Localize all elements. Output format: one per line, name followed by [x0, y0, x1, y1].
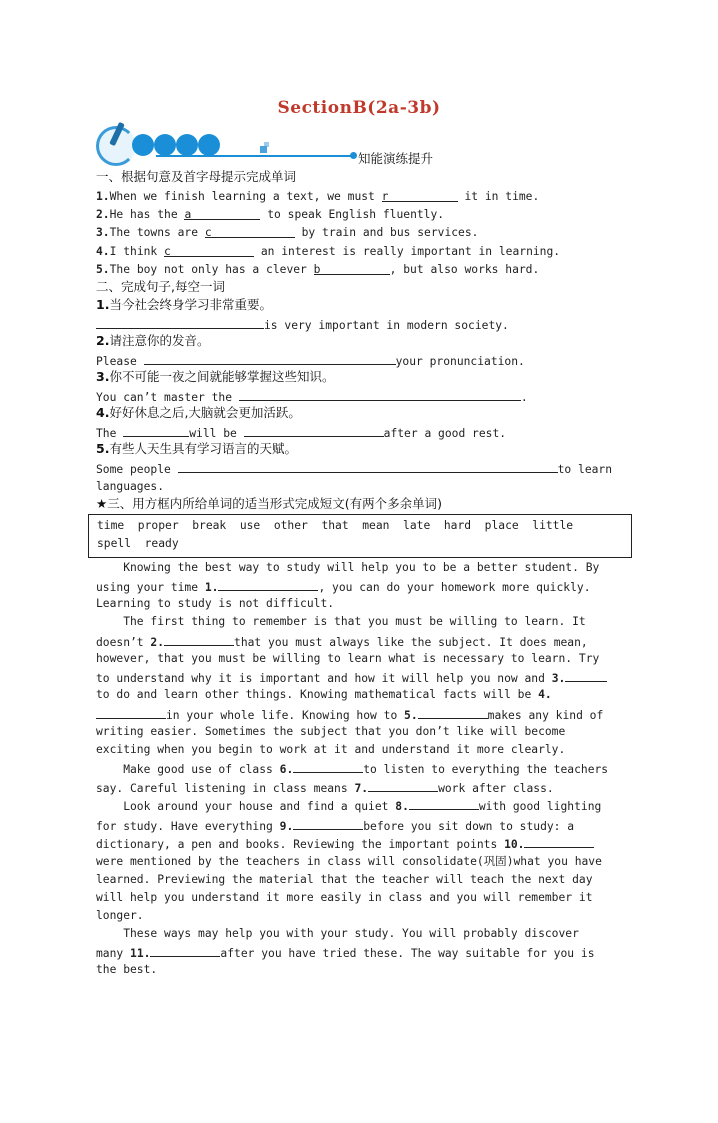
part2-item-chinese	[96, 334, 209, 348]
english-sentence: to learn	[557, 463, 613, 476]
answer-blank[interactable]	[184, 208, 260, 220]
passage-text: after you have tried these. The way suitable for you is	[220, 947, 595, 960]
item-number: 3.	[96, 369, 110, 384]
hint-letter: a	[184, 208, 192, 221]
passage-text: dictionary, a pen and books. Reviewing the important points	[96, 838, 505, 851]
answer-blank[interactable]	[239, 389, 521, 401]
passage-text: Make good use of class	[96, 763, 280, 776]
passage-text: 巩固	[483, 854, 507, 868]
passage-text: before you sit down to study: a	[363, 820, 575, 833]
english-sentence: Please	[96, 355, 144, 368]
part2-item-english	[96, 425, 506, 441]
hint-letter: r	[381, 190, 389, 203]
answer-blank[interactable]	[205, 226, 295, 238]
passage-text: to do and learn other things. Knowing mathematical facts will be	[96, 688, 539, 701]
blank-number: 2.	[150, 636, 165, 649]
banner-dot-icon	[154, 134, 176, 156]
answer-blank[interactable]	[244, 425, 384, 437]
part3-heading: ★三、用方框内所给单词的适当形式完成短文(有两个多余单词)	[96, 496, 442, 511]
passage-text: in your whole life. Knowing how to	[166, 709, 405, 722]
answer-blank[interactable]	[293, 818, 363, 830]
chinese-sentence: 好好休息之后,大脑就会更加活跃。	[109, 405, 301, 420]
answer-blank[interactable]	[409, 798, 479, 810]
passage-line: will help you understand it more easily in class and you will remember it	[96, 891, 593, 904]
blank-number: 3.	[551, 672, 566, 685]
answer-blank[interactable]	[218, 579, 318, 591]
passage-line	[96, 761, 608, 777]
passage-text: that you must always like the subject. It does mean,	[234, 636, 588, 649]
item-text: , but also works hard.	[389, 263, 540, 276]
item-number: 4.	[96, 245, 110, 258]
passage-line	[96, 798, 601, 814]
passage-line: The first thing to remember is that you must be willing to learn. It	[96, 615, 586, 628]
blank-number: 11.	[130, 947, 151, 960]
chinese-sentence: 当今社会终身学习非常重要。	[109, 297, 272, 312]
chinese-sentence: 请注意你的发音。	[109, 333, 210, 348]
item-text: to speak English fluently.	[260, 208, 445, 221]
answer-blank[interactable]	[314, 263, 390, 275]
passage-line	[96, 836, 594, 852]
banner-square-icon	[260, 146, 267, 153]
passage-text: doesn’t	[96, 636, 151, 649]
answer-blank[interactable]	[418, 707, 488, 719]
answer-blank[interactable]	[524, 836, 594, 848]
banner-dot-icon	[198, 134, 220, 156]
passage-line	[96, 945, 595, 961]
passage-text: say. Careful listening in class means	[96, 782, 355, 795]
part1-item	[96, 263, 539, 277]
item-text: The boy not only has a clever	[109, 263, 314, 276]
part1-item	[96, 226, 478, 240]
passage-line	[96, 688, 552, 702]
passage-text: Look around your house and find a quiet	[96, 800, 396, 813]
blank-number: 6.	[279, 763, 294, 776]
english-sentence: will be	[189, 427, 244, 440]
passage-line: Knowing the best way to study will help you to be a better student. By	[96, 561, 600, 574]
english-sentence: You can’t master the	[96, 391, 239, 404]
item-number: 1.	[96, 297, 110, 312]
item-text: The towns are	[109, 226, 205, 239]
passage-text: for study. Have everything	[96, 820, 280, 833]
english-sentence: your pronunciation.	[395, 355, 525, 368]
item-number: 2.	[96, 333, 110, 348]
item-number: 5.	[96, 441, 110, 456]
passage-text: were mentioned by the teachers in class will consolidate(	[96, 855, 484, 868]
answer-blank[interactable]	[144, 353, 396, 365]
item-text: He has the	[109, 208, 185, 221]
passage-line	[96, 670, 607, 686]
chinese-sentence: 有些人天生具有学习语言的天赋。	[109, 441, 297, 456]
passage-line: exciting when you begin to work at it and understand it more clearly.	[96, 743, 566, 756]
english-sentence: The	[96, 427, 124, 440]
passage-line	[96, 818, 574, 834]
page-title: SectionB(2a-3b)	[277, 98, 441, 118]
item-text: by train and bus services.	[294, 226, 479, 239]
banner-rule	[156, 155, 352, 157]
blank-number: 4.	[538, 688, 552, 701]
item-number: 3.	[96, 226, 110, 239]
passage-line	[96, 854, 602, 869]
passage-line: Learning to study is not difficult.	[96, 597, 335, 610]
item-text: When we finish learning a text, we must	[109, 190, 382, 203]
item-number: 5.	[96, 263, 110, 276]
passage-text: using your time	[96, 581, 205, 594]
item-number: 4.	[96, 405, 110, 420]
part2-item-english	[96, 461, 612, 477]
passage-line: learned. Previewing the material that the teacher will teach the next day	[96, 873, 593, 886]
banner-dot-icon	[132, 134, 154, 156]
blank-number: 1.	[204, 581, 219, 594]
passage-text: )what you have	[506, 855, 602, 868]
chinese-sentence: 你不可能一夜之间就能够掌握这些知识。	[109, 369, 335, 384]
answer-blank[interactable]	[178, 461, 558, 473]
banner-label: 知能演练提升	[358, 151, 434, 166]
part1-item	[96, 245, 560, 259]
item-number: 2.	[96, 208, 110, 221]
answer-blank[interactable]	[293, 761, 363, 773]
passage-line: however, that you must be willing to learn what is necessary to learn. Try	[96, 652, 600, 665]
section-banner	[96, 122, 636, 166]
word-box	[88, 514, 632, 558]
hint-letter: c	[164, 245, 171, 258]
part2-item-chinese	[96, 442, 297, 456]
item-text: it in time.	[457, 190, 540, 203]
passage-text: many	[96, 947, 131, 960]
item-text: I think	[109, 245, 165, 258]
part2-item-chinese	[96, 370, 334, 384]
passage-line: These ways may help you with your study. You will probably discover	[96, 927, 579, 940]
passage-text: to understand why it is important and how it will help you now and	[96, 672, 552, 685]
part2-item-english	[96, 317, 509, 333]
answer-blank[interactable]	[565, 670, 607, 682]
passage-text: to listen to everything the teachers	[363, 763, 609, 776]
passage-text: with good lighting	[478, 800, 602, 813]
passage-line: longer.	[96, 909, 144, 922]
item-number: 1.	[96, 190, 110, 203]
answer-blank[interactable]	[382, 190, 458, 202]
banner-end-dot-icon	[350, 152, 357, 159]
hint-letter: c	[204, 226, 212, 239]
blank-number: 9.	[279, 820, 294, 833]
english-sentence: Some people	[96, 463, 178, 476]
part2-item-english	[96, 389, 528, 405]
part1-item	[96, 190, 539, 204]
part2-item-chinese	[96, 406, 301, 420]
part2-heading: 二、完成句子,每空一词	[96, 279, 225, 294]
word-box-line: spell ready	[97, 537, 179, 550]
blank-number: 8.	[395, 800, 409, 813]
passage-line	[96, 707, 603, 723]
item-text: an interest is really important in learning.	[254, 245, 561, 258]
banner-dot-icon	[176, 134, 198, 156]
answer-blank[interactable]	[96, 317, 264, 329]
passage-line: the best.	[96, 963, 158, 976]
passage-text: , you can do your homework more quickly.	[318, 581, 591, 594]
answer-blank[interactable]	[368, 780, 438, 792]
answer-blank[interactable]	[164, 245, 254, 257]
blank-number: 7.	[354, 782, 369, 795]
part1-item	[96, 208, 444, 222]
answer-blank[interactable]	[164, 634, 234, 646]
blank-number: 5.	[404, 709, 418, 722]
passage-text: work after class.	[438, 782, 554, 795]
part2-item-english	[96, 353, 525, 369]
hint-letter: b	[313, 263, 321, 276]
part1-heading: 一、根据句意及首字母提示完成单词	[96, 169, 297, 184]
answer-blank[interactable]	[150, 945, 220, 957]
part2-item-english: languages.	[96, 480, 165, 493]
answer-blank[interactable]	[123, 425, 189, 437]
english-sentence: after a good rest.	[383, 427, 507, 440]
passage-line: writing easier. Sometimes the subject that you don’t like will become	[96, 725, 566, 738]
answer-blank[interactable]	[96, 707, 166, 719]
english-sentence: is very important in modern society.	[264, 319, 509, 332]
word-box-line: time proper break use other that mean late hard place little	[97, 519, 574, 532]
passage-text: makes any kind of	[487, 709, 604, 722]
blank-number: 10.	[504, 838, 525, 851]
passage-line	[96, 579, 591, 595]
english-sentence: .	[520, 391, 528, 404]
passage-line	[96, 634, 588, 650]
passage-line	[96, 780, 554, 796]
part2-item-chinese	[96, 298, 272, 312]
